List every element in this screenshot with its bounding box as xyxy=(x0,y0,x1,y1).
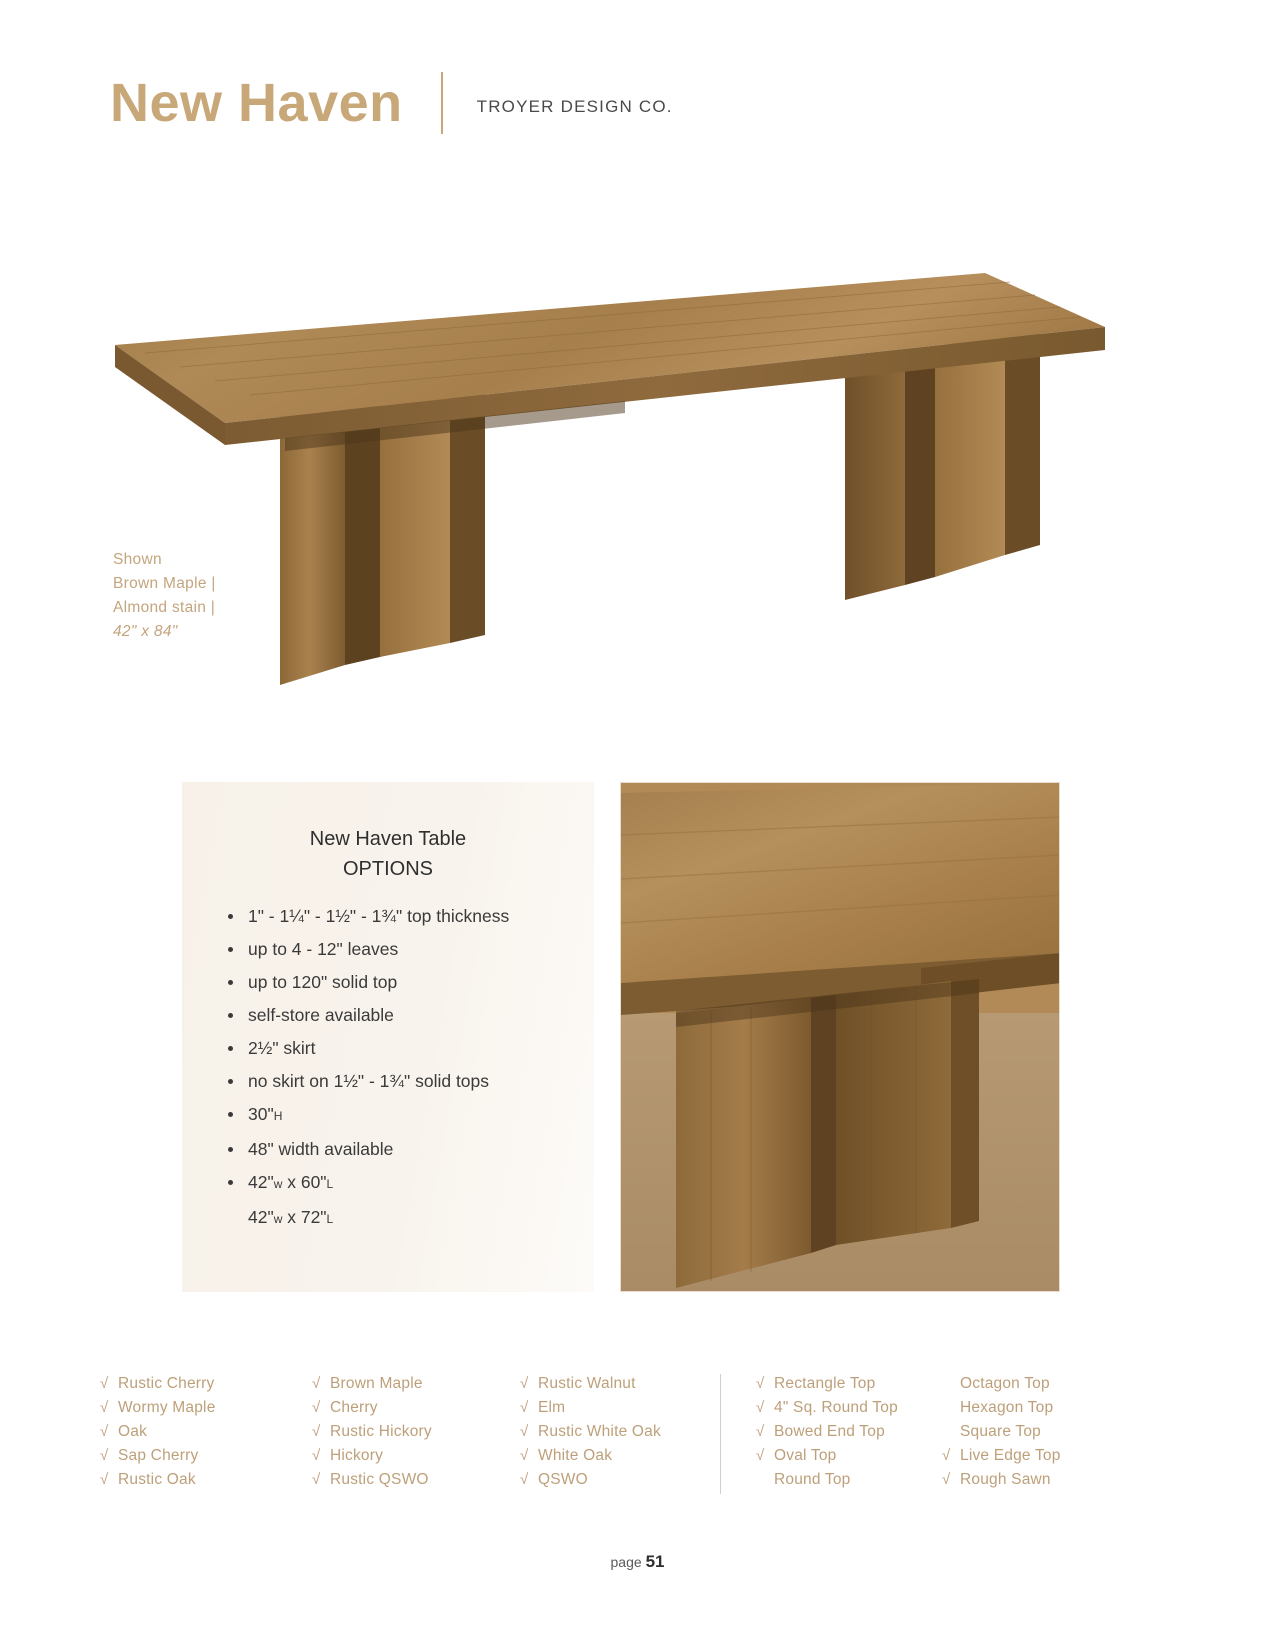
option-row[interactable] xyxy=(756,1396,932,1420)
option-label: Rustic White Oak xyxy=(538,1423,661,1440)
list-item: no skirt on 1½" - 1¾" solid tops xyxy=(226,1065,594,1098)
check-icon: √ xyxy=(312,1471,321,1488)
option-label: Square Top xyxy=(960,1423,1041,1440)
option-label: White Oak xyxy=(538,1447,613,1464)
option-row[interactable] xyxy=(756,1420,932,1444)
page-footer xyxy=(0,1552,1275,1572)
check-icon: √ xyxy=(100,1423,109,1440)
check-icon: √ xyxy=(312,1375,321,1392)
option-label: Rectangle Top xyxy=(774,1375,876,1392)
option-row[interactable] xyxy=(100,1420,302,1444)
table-illustration xyxy=(105,255,1105,735)
list-item: 42"w x 60"L xyxy=(226,1166,594,1201)
list-item: self-store available xyxy=(226,999,594,1032)
check-icon: √ xyxy=(312,1423,321,1440)
option-row[interactable] xyxy=(520,1396,710,1420)
option-label: Rustic Hickory xyxy=(330,1423,432,1440)
detail-photo xyxy=(620,782,1060,1292)
check-icon: √ xyxy=(312,1399,321,1416)
option-row[interactable] xyxy=(100,1372,302,1396)
table-corner-illustration xyxy=(621,783,1060,1292)
list-item: 2½" skirt xyxy=(226,1032,594,1065)
check-icon: √ xyxy=(520,1423,529,1440)
check-icon-empty xyxy=(942,1396,960,1420)
option-row[interactable] xyxy=(100,1444,302,1468)
company-name: TROYER DESIGN CO. xyxy=(476,97,673,116)
option-row[interactable] xyxy=(756,1372,932,1396)
options-title xyxy=(182,824,594,884)
option-row[interactable] xyxy=(756,1468,932,1492)
header-divider xyxy=(441,72,443,134)
check-icon: √ xyxy=(756,1423,765,1440)
options-title-line-1: New Haven Table xyxy=(309,828,467,850)
check-icon: √ xyxy=(520,1447,529,1464)
option-label: 4" Sq. Round Top xyxy=(774,1399,898,1416)
list-item: up to 4 - 12" leaves xyxy=(226,933,594,966)
option-row[interactable] xyxy=(312,1444,510,1468)
check-icon: √ xyxy=(756,1399,765,1416)
options-title-line-2: OPTIONS xyxy=(342,858,433,880)
check-icon: √ xyxy=(100,1447,109,1464)
list-item: 48" width available xyxy=(226,1133,594,1166)
option-row[interactable] xyxy=(520,1372,710,1396)
option-label: Octagon Top xyxy=(960,1375,1050,1392)
column-top-shape-2 xyxy=(942,1372,1152,1492)
option-label: Round Top xyxy=(774,1471,851,1488)
list-item: 1" - 1¼" - 1½" - 1¾" top thickness xyxy=(226,900,594,933)
page-label: page xyxy=(610,1554,642,1570)
option-row[interactable] xyxy=(520,1444,710,1468)
option-row[interactable] xyxy=(942,1372,1142,1396)
column-wood-3 xyxy=(520,1372,720,1492)
option-label: Rustic Cherry xyxy=(118,1375,215,1392)
options-panel xyxy=(182,782,594,1292)
option-row[interactable] xyxy=(312,1468,510,1492)
option-label: QSWO xyxy=(538,1471,588,1488)
option-row[interactable] xyxy=(520,1468,710,1492)
check-icon: √ xyxy=(942,1471,951,1488)
check-icon: √ xyxy=(100,1399,109,1416)
option-label: Rough Sawn xyxy=(960,1471,1051,1488)
option-label: Elm xyxy=(538,1399,566,1416)
check-icon: √ xyxy=(100,1375,109,1392)
options-list xyxy=(182,900,594,1236)
list-item: 42"w x 72"L xyxy=(248,1207,334,1227)
option-label: Cherry xyxy=(330,1399,378,1416)
option-row[interactable] xyxy=(942,1420,1142,1444)
option-label: Oak xyxy=(118,1423,148,1440)
check-icon: √ xyxy=(520,1471,529,1488)
option-label: Sap Cherry xyxy=(118,1447,199,1464)
option-row[interactable] xyxy=(942,1396,1142,1420)
caption-line-3: Almond stain | xyxy=(113,599,216,616)
column-wood-1 xyxy=(100,1372,312,1492)
check-icon-empty xyxy=(756,1468,774,1492)
check-icon: √ xyxy=(520,1399,529,1416)
option-label: Rustic Walnut xyxy=(538,1375,636,1392)
caption-line-2: Brown Maple | xyxy=(113,575,216,592)
column-wood-2 xyxy=(312,1372,520,1492)
column-top-shape-1 xyxy=(720,1372,942,1492)
option-label: Rustic Oak xyxy=(118,1471,196,1488)
option-row[interactable] xyxy=(100,1396,302,1420)
option-label: Oval Top xyxy=(774,1447,837,1464)
check-icon-empty xyxy=(942,1372,960,1396)
caption-line-4: 42" x 84" xyxy=(113,623,178,640)
check-icon: √ xyxy=(756,1375,765,1392)
option-row[interactable] xyxy=(312,1420,510,1444)
option-row[interactable] xyxy=(942,1468,1142,1492)
wood-options-columns xyxy=(100,1372,1180,1492)
option-label: Hickory xyxy=(330,1447,384,1464)
option-row[interactable] xyxy=(312,1372,510,1396)
check-icon-empty xyxy=(942,1420,960,1444)
option-label: Bowed End Top xyxy=(774,1423,885,1440)
option-row[interactable] xyxy=(100,1468,302,1492)
option-label: Rustic QSWO xyxy=(330,1471,429,1488)
hero-caption xyxy=(113,548,216,644)
option-label: Hexagon Top xyxy=(960,1399,1054,1416)
check-icon: √ xyxy=(520,1375,529,1392)
page-number: 51 xyxy=(645,1552,665,1571)
check-icon: √ xyxy=(100,1471,109,1488)
option-label: Live Edge Top xyxy=(960,1447,1061,1464)
list-item: up to 120" solid top xyxy=(226,966,594,999)
option-row[interactable] xyxy=(312,1396,510,1420)
check-icon: √ xyxy=(312,1447,321,1464)
page-title: New Haven xyxy=(110,73,403,133)
option-label: Wormy Maple xyxy=(118,1399,216,1416)
caption-line-1: Shown xyxy=(113,551,162,568)
hero-table-photo xyxy=(105,255,1105,735)
option-row[interactable] xyxy=(942,1444,1142,1468)
check-icon: √ xyxy=(756,1447,765,1464)
list-item: 30"H xyxy=(226,1098,594,1133)
page-header xyxy=(110,72,673,134)
option-row[interactable] xyxy=(756,1444,932,1468)
option-row[interactable] xyxy=(520,1420,710,1444)
option-label: Brown Maple xyxy=(330,1375,423,1392)
check-icon: √ xyxy=(942,1447,951,1464)
